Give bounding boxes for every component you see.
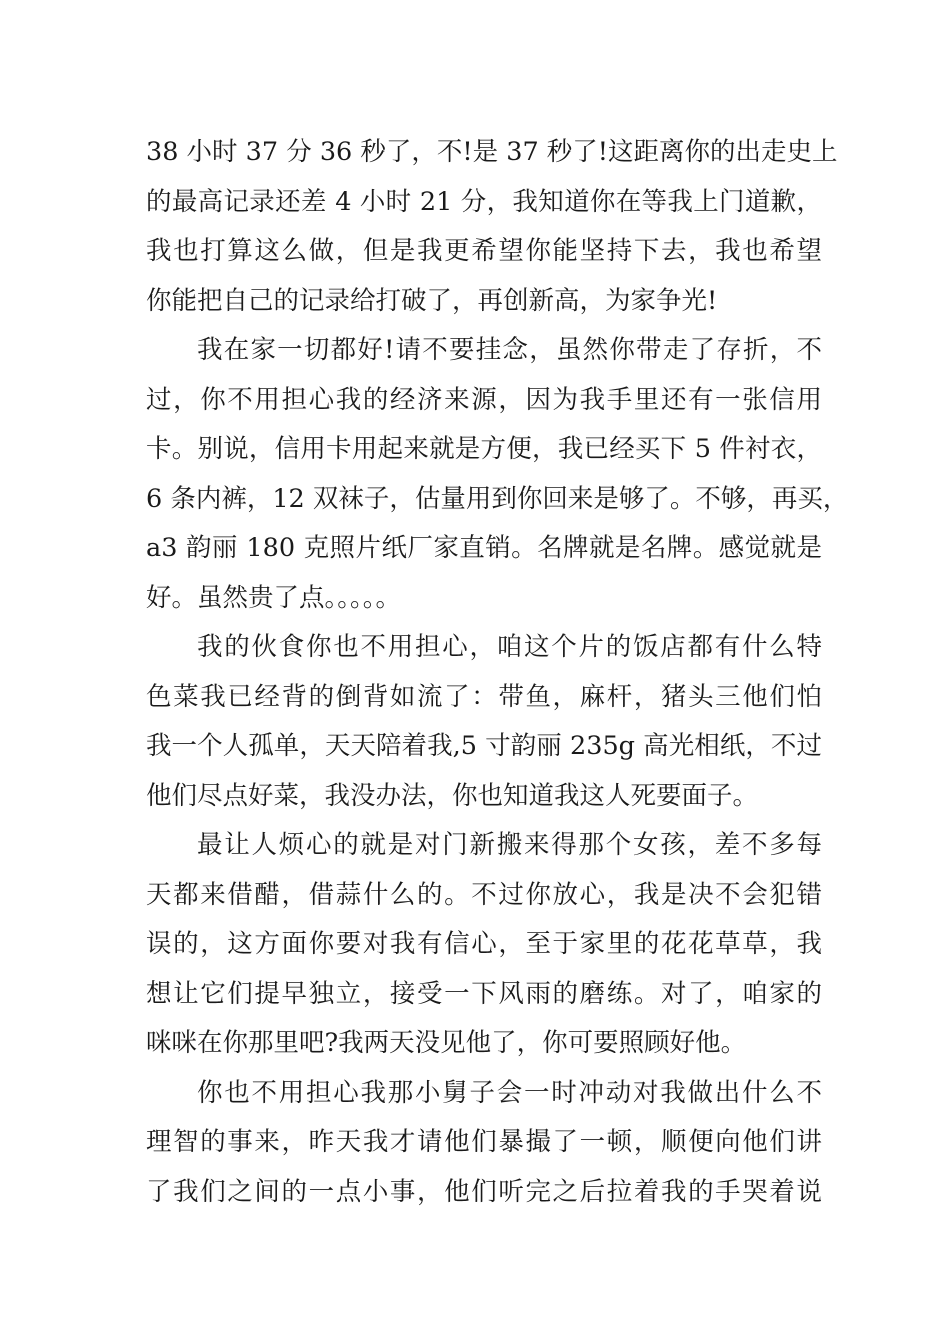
text-line: 他们尽点好菜，我没办法，你也知道我这人死要面子。	[146, 780, 759, 811]
paragraph-5	[146, 1069, 822, 1218]
text-line: 我也打算这么做，但是我更希望你能坚持下去，我也希望	[146, 236, 822, 266]
text-line: 色菜我已经背的倒背如流了：带鱼，麻杆，猪头三他们怕	[146, 681, 822, 712]
text-line: 想让它们提早独立，接受一下风雨的磨练。对了，咱家的	[146, 978, 822, 1009]
text-line: 6 条内裤，12 双袜子，估量用到你回来是够了。不够，再买，	[146, 483, 849, 514]
text-line: 理智的事来，昨天我才请他们暴撮了一顿，顺便向他们讲	[146, 1127, 822, 1157]
text-line: 过，你不用担心我的经济来源，因为我手里还有一张信用	[146, 384, 822, 415]
text-line: 最让人烦心的就是对门新搬来得那个女孩，差不多每	[197, 830, 822, 860]
text-line: 咪咪在你那里吧?我两天没见他了，你可要照顾好他。	[146, 1028, 747, 1058]
document-body	[146, 128, 849, 1217]
paragraph-1	[146, 128, 838, 326]
text-line: 了我们之间的一点小事，他们听完之后拉着我的手哭着说	[146, 1176, 822, 1207]
text-line: 误的，这方面你要对我有信心，至于家里的花花草草，我	[146, 929, 822, 959]
text-line: 38 小时 37 分 36 秒了，不!是 37 秒了!这距离你的出走史上	[146, 137, 838, 167]
text-line: 我在家一切都好!请不要挂念，虽然你带走了存折，不	[197, 335, 822, 365]
text-line: 你能把自己的记录给打破了，再创新高，为家争光!	[146, 285, 718, 316]
text-line: 天都来借醋，借蒜什么的。不过你放心，我是决不会犯错	[146, 879, 822, 910]
text-line: a3 韵丽 180 克照片纸厂家直销。名牌就是名牌。感觉就是	[146, 533, 822, 563]
text-line: 我的伙食你也不用担心，咱这个片的饭店都有什么特	[197, 632, 822, 662]
paragraph-2	[146, 326, 849, 623]
text-line: 我一个人孤单，天天陪着我,5 寸韵丽 235g 高光相纸，不过	[146, 731, 822, 761]
text-line: 的最高记录还差 4 小时 21 分，我知道你在等我上门道歉，	[146, 186, 822, 217]
paragraph-4	[146, 821, 822, 1069]
text-line: 你也不用担心我那小舅子会一时冲动对我做出什么不	[197, 1077, 822, 1108]
text-line: 卡。别说，信用卡用起来就是方便，我已经买下 5 件衬衣，	[146, 434, 822, 464]
paragraph-3	[146, 623, 822, 821]
text-line: 好。虽然贵了点。。。。。	[146, 582, 402, 613]
